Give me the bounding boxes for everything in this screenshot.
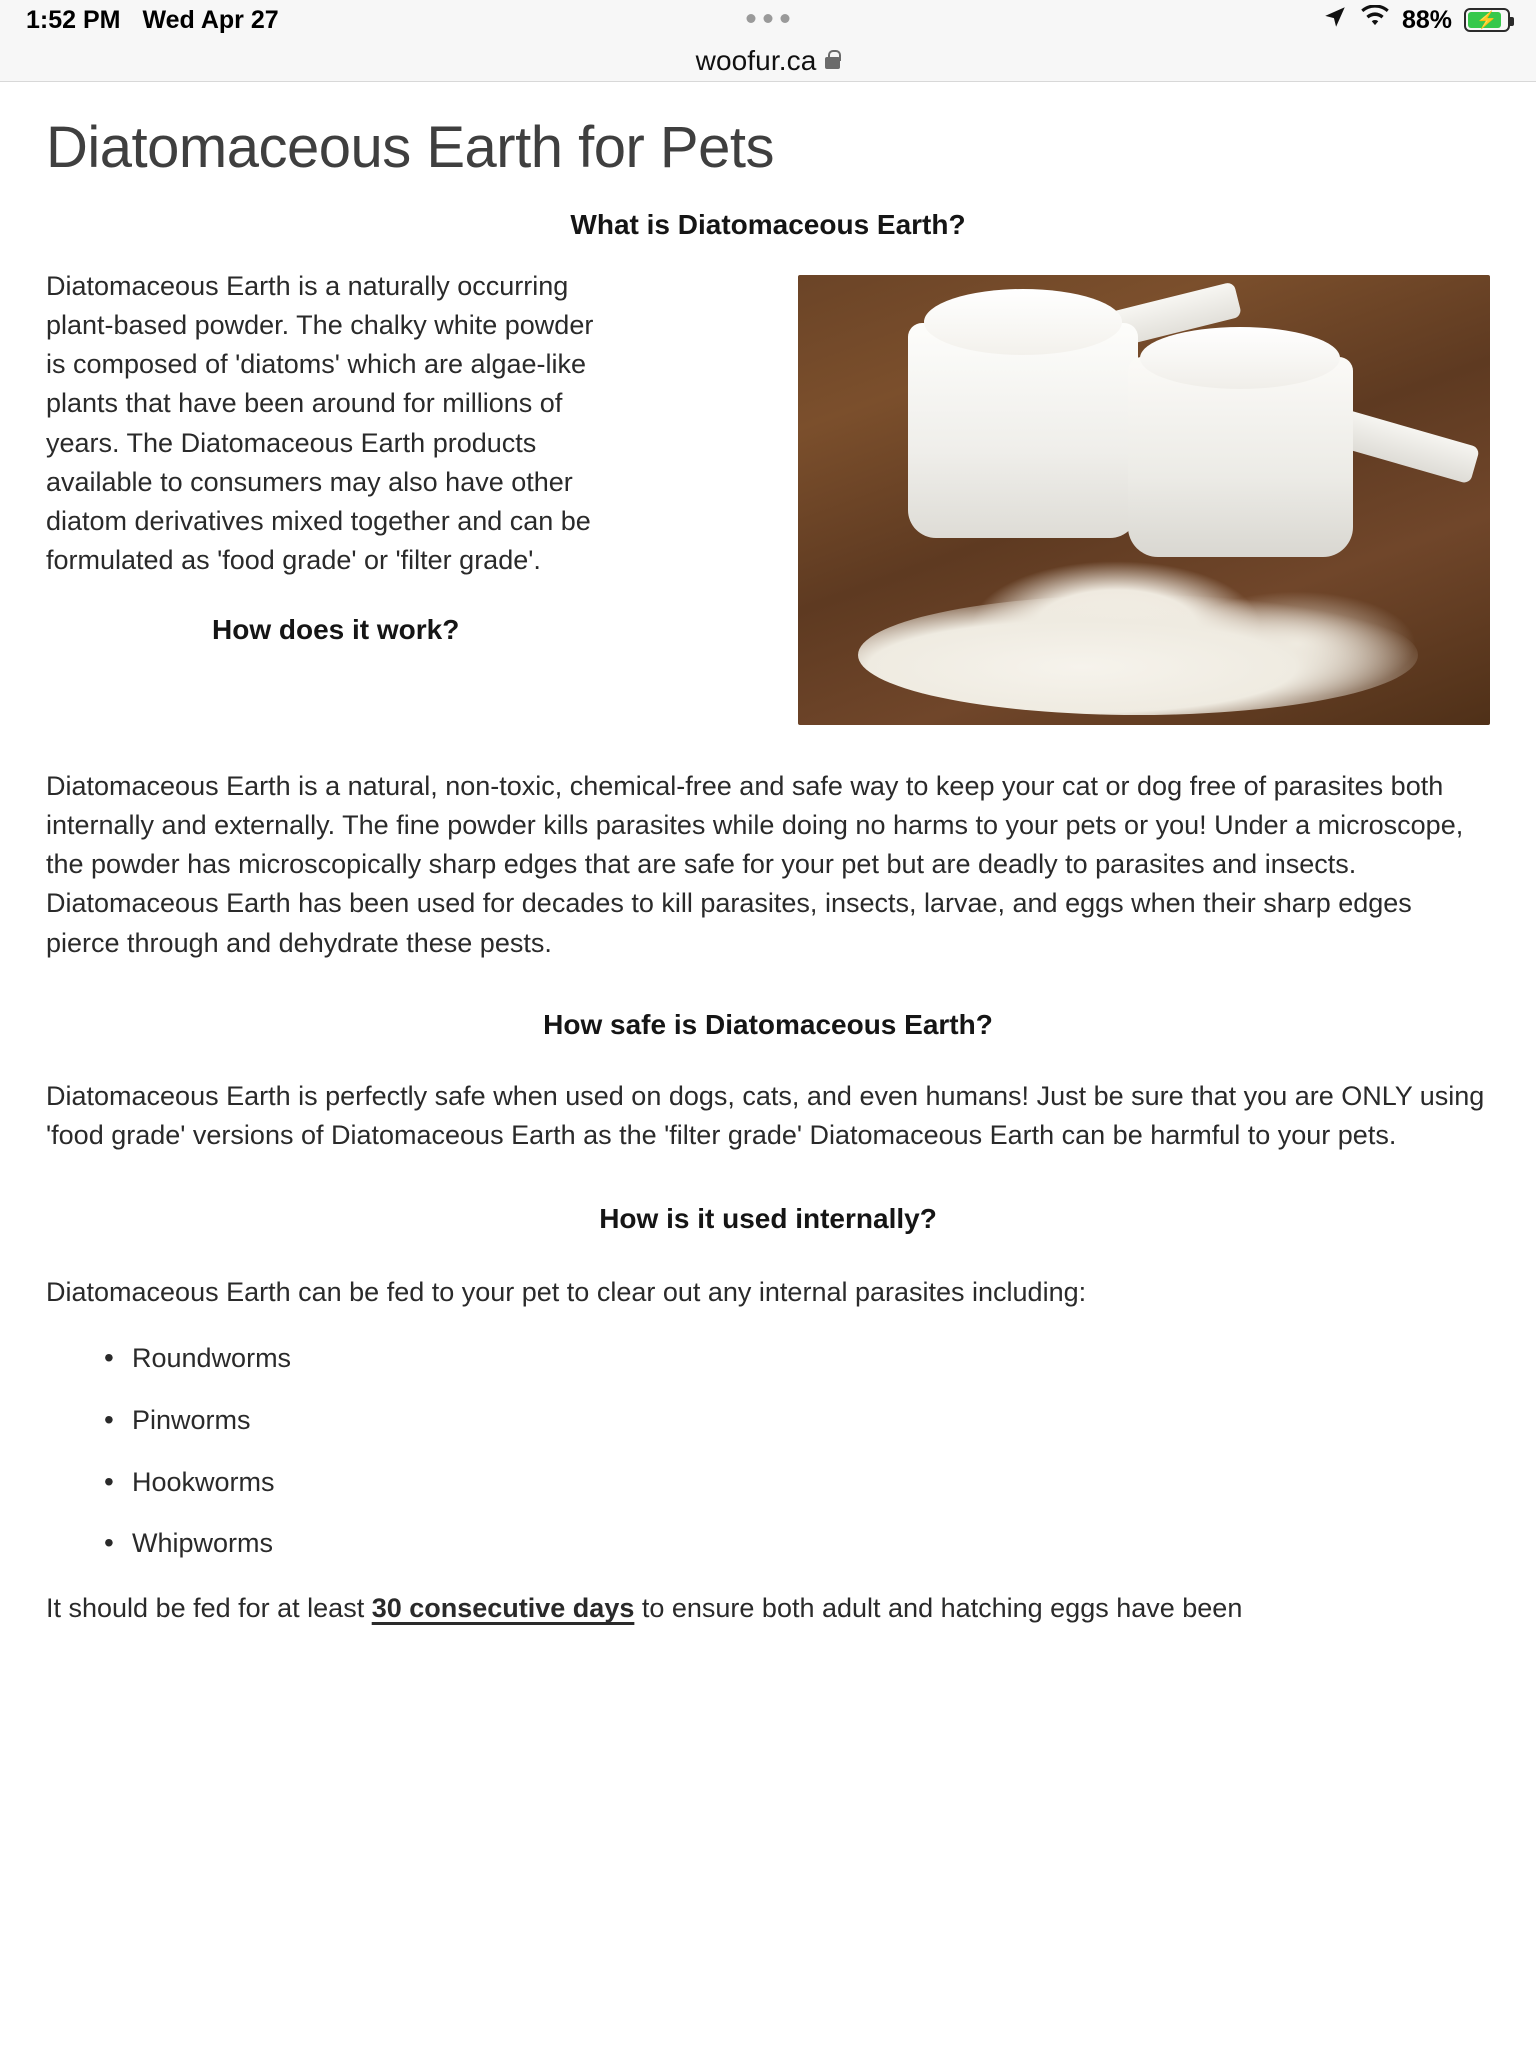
list-item: • Whipworms — [98, 1527, 1490, 1561]
scoop-left — [908, 323, 1138, 538]
closing-post: to ensure both adult and hatching eggs have been — [634, 1593, 1243, 1624]
tab-dots-indicator — [747, 14, 790, 23]
closing-emphasis: 30 consecutive days — [371, 1593, 635, 1624]
section-heading-what-is: What is Diatomaceous Earth? — [570, 209, 966, 240]
battery-percent-label: 88% — [1401, 5, 1452, 34]
browser-url-bar[interactable] — [0, 40, 1536, 82]
powder-pile — [858, 595, 1418, 715]
section-heading-how-safe: How safe is Diatomaceous Earth? — [543, 1008, 993, 1040]
url-text[interactable]: woofur.ca — [695, 44, 817, 76]
intro-block — [46, 267, 1490, 735]
paragraph-how-safe: Diatomaceous Earth is perfectly safe when used on dogs, cats, and even humans! Just be sure that you are ONLY using 'food grade' versions of Diatomaceous Earth as the 'filter grade' Diatomaceous Earth can be harmful to your pets. — [46, 1080, 1485, 1150]
lock-icon — [825, 57, 840, 69]
charging-bolt-icon: ⚡ — [1476, 10, 1498, 30]
paragraph-used-internally: Diatomaceous Earth can be fed to your pet to clear out any internal parasites including: — [46, 1276, 1087, 1307]
status-bar-right — [1322, 0, 1510, 40]
status-date: Wed Apr 27 — [142, 5, 279, 34]
dot-3 — [781, 14, 790, 23]
list-item: • Roundworms — [98, 1342, 1490, 1376]
diatomaceous-earth-photo — [798, 275, 1490, 725]
article-page — [0, 82, 1536, 1628]
list-item: • Hookworms — [98, 1466, 1490, 1500]
scoop-right — [1128, 357, 1353, 557]
dot-1 — [747, 14, 756, 23]
page-title: Diatomaceous Earth for Pets — [46, 115, 774, 180]
paragraph-how-works: Diatomaceous Earth is a natural, non-toxic, chemical-free and safe way to keep your cat or dog free of parasites both internally and externally. The fine powder kills parasites while doing no harms to your pets or you! Under a microscope, the powder has microscopically sharp edges that are safe for your pet but are deadly to parasites and insects. Diatomaceous Earth has been used for decades to kill parasites, insects, larvae, and eggs when their sharp edges pierce through and dehydrate these pests. — [46, 771, 1464, 958]
section-heading-how-works: How does it work? — [212, 614, 460, 646]
location-arrow-icon — [1322, 4, 1348, 37]
list-item: • Pinworms — [98, 1404, 1490, 1438]
section-heading-used-internally: How is it used internally? — [599, 1202, 937, 1234]
parasite-list — [98, 1342, 1490, 1561]
status-time: 1:52 PM — [26, 5, 121, 34]
battery-charging-icon — [1464, 8, 1510, 32]
paragraph-closing — [46, 1589, 1490, 1628]
closing-pre: It should be fed for at least — [46, 1593, 372, 1624]
dot-2 — [764, 14, 773, 23]
paragraph-what-is: Diatomaceous Earth is a naturally occurring plant-based powder. The chalky white powder is composed of 'diatoms' which are algae-like plants that have been around for millions of years. The Diatomaceous Earth products available to consumers may also have other diatom derivatives mixed together and can be formulated as 'food grade' or 'filter grade'. — [46, 271, 594, 575]
status-bar-left — [26, 6, 279, 35]
wifi-icon — [1360, 5, 1390, 36]
status-bar — [0, 0, 1536, 40]
